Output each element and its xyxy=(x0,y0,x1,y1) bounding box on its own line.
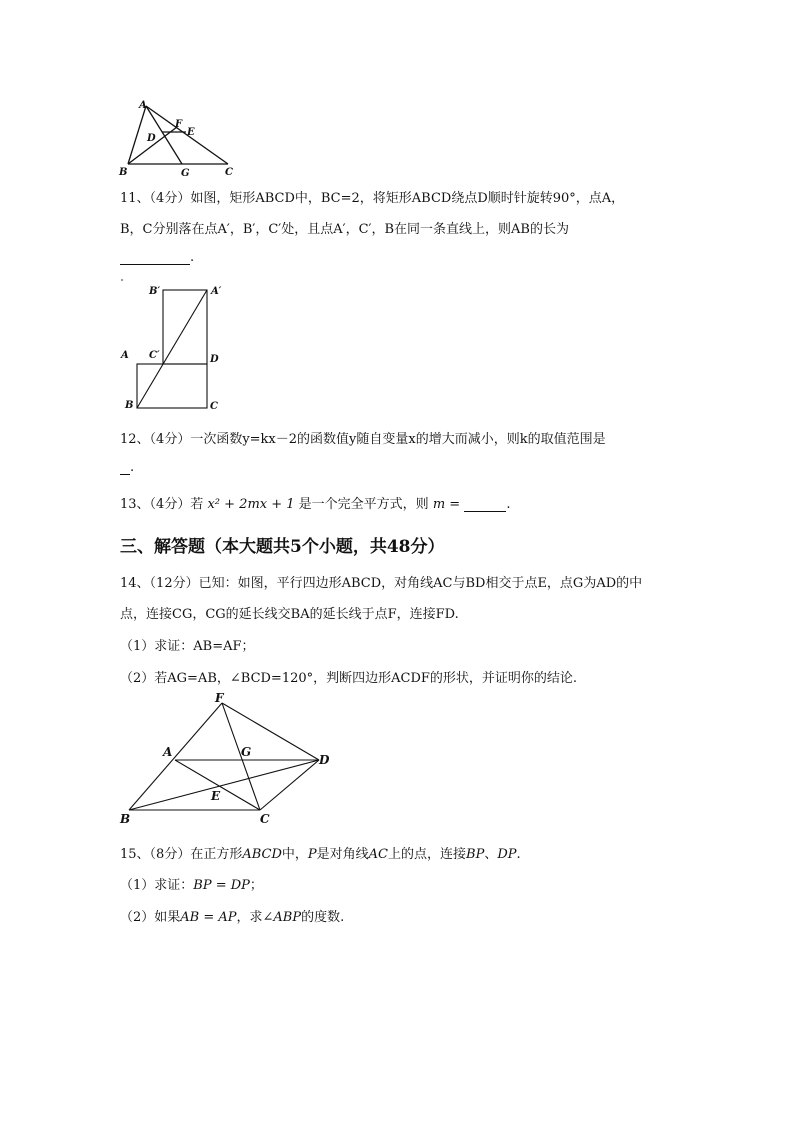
q11-line-2: B，C分别落在点A′，B′，C′处，且点A′，C′，B在同一条直线上，则AB的长为 xyxy=(120,222,569,237)
q15-square-name: ABCD xyxy=(242,847,282,862)
label-b: B xyxy=(119,167,128,178)
q11-line-3 xyxy=(120,250,194,265)
q15-part2-condition: AB = AP xyxy=(180,910,237,925)
q15-text-i: 、 xyxy=(484,847,498,862)
q15-part2-angle: ∠ABP xyxy=(262,910,302,925)
q15-part-2 xyxy=(120,906,344,925)
label-c: C xyxy=(210,401,218,412)
label-d: D xyxy=(147,133,156,144)
label-c-prime: C′ xyxy=(149,350,160,361)
q12-period: . xyxy=(130,460,135,475)
label-g: G xyxy=(181,168,190,179)
q15-diagonal: AC xyxy=(368,847,389,862)
label-f: F xyxy=(175,119,183,130)
label-a: A xyxy=(139,100,147,111)
q15-part1-a: （1）求证： xyxy=(120,878,194,893)
q15-line-1 xyxy=(120,843,521,862)
q14-line-1: 14、（12分）已知：如图，平行四边形ABCD，对角线AC与BD相交于点E，点G为AD的中 xyxy=(120,576,643,591)
q12-line-1: 12、（4分）一次函数y=kx－2的函数值y随自变量x的增大而减小，则k的取值范围是 xyxy=(120,432,606,447)
q13-period: . xyxy=(506,497,511,512)
q13-expression: x² + 2mx + 1 xyxy=(207,497,295,512)
q15-text-g: 上的点，连接 xyxy=(388,847,467,862)
q15-segment-bp: BP xyxy=(466,847,485,862)
figure-parallelogram-q14 xyxy=(115,693,345,830)
q11-period: . xyxy=(190,250,195,265)
label-c: C xyxy=(225,167,233,178)
label-c: C xyxy=(260,812,270,826)
label-b: B xyxy=(120,812,131,826)
q15-segment-dp: DP xyxy=(497,847,517,862)
q15-text-k: . xyxy=(516,847,521,862)
q14-part-1: （1）求证：AB=AF； xyxy=(120,639,255,654)
q15-part1-equation: BP = DP xyxy=(193,878,250,893)
label-b-prime: B′ xyxy=(149,286,161,297)
label-g: G xyxy=(241,745,252,759)
q11-line-1: 11、（4分）如图，矩形ABCD中，BC=2，将矩形ABCD绕点D顺时针旋转90°，点A， xyxy=(120,191,625,206)
answer-blank-q11[interactable] xyxy=(120,251,190,265)
q15-text-c: 中， xyxy=(281,847,308,862)
label-a: A xyxy=(163,745,173,759)
label-a: A xyxy=(121,350,129,361)
q15-text-e: 是对角线 xyxy=(316,847,369,862)
q13-line xyxy=(120,493,510,512)
label-f: F xyxy=(215,691,224,705)
label-e: E xyxy=(187,127,195,138)
label-d: D xyxy=(210,354,219,365)
q14-part-2: （2）若AG=AB，∠BCD=120°，判断四边形ACDF的形状，并证明你的结论. xyxy=(120,671,578,686)
q13-middle: 是一个完全平方式，则 xyxy=(298,497,429,512)
answer-blank-q12[interactable] xyxy=(120,461,130,475)
q15-point-p: P xyxy=(307,847,317,862)
figure-rectangles-q11 xyxy=(115,278,245,414)
label-a-prime: A′ xyxy=(211,286,222,297)
section-heading: 三、解答题（本大题共5个小题，共48分） xyxy=(120,537,445,557)
q15-part2-a: （2）如果 xyxy=(120,910,181,925)
q14-line-2: 点，连接CG，CG的延长线交BA的延长线于点F，连接FD. xyxy=(120,607,459,622)
q15-part1-c: ； xyxy=(249,878,263,893)
q15-part-1 xyxy=(120,874,263,893)
q15-part2-e: 的度数. xyxy=(301,910,345,925)
label-d: D xyxy=(319,753,330,767)
q12-line-2 xyxy=(120,460,134,475)
q15-part2-c: ，求 xyxy=(236,910,263,925)
figure-triangle-q10 xyxy=(115,98,245,180)
q13-variable: m = xyxy=(432,497,461,512)
q15-text-a: 15、（8分）在正方形 xyxy=(120,847,243,862)
label-e: E xyxy=(211,789,221,803)
q13-prefix: 13、（4分）若 xyxy=(120,497,204,512)
answer-blank-q13[interactable] xyxy=(464,498,506,512)
label-b: B xyxy=(125,400,134,411)
